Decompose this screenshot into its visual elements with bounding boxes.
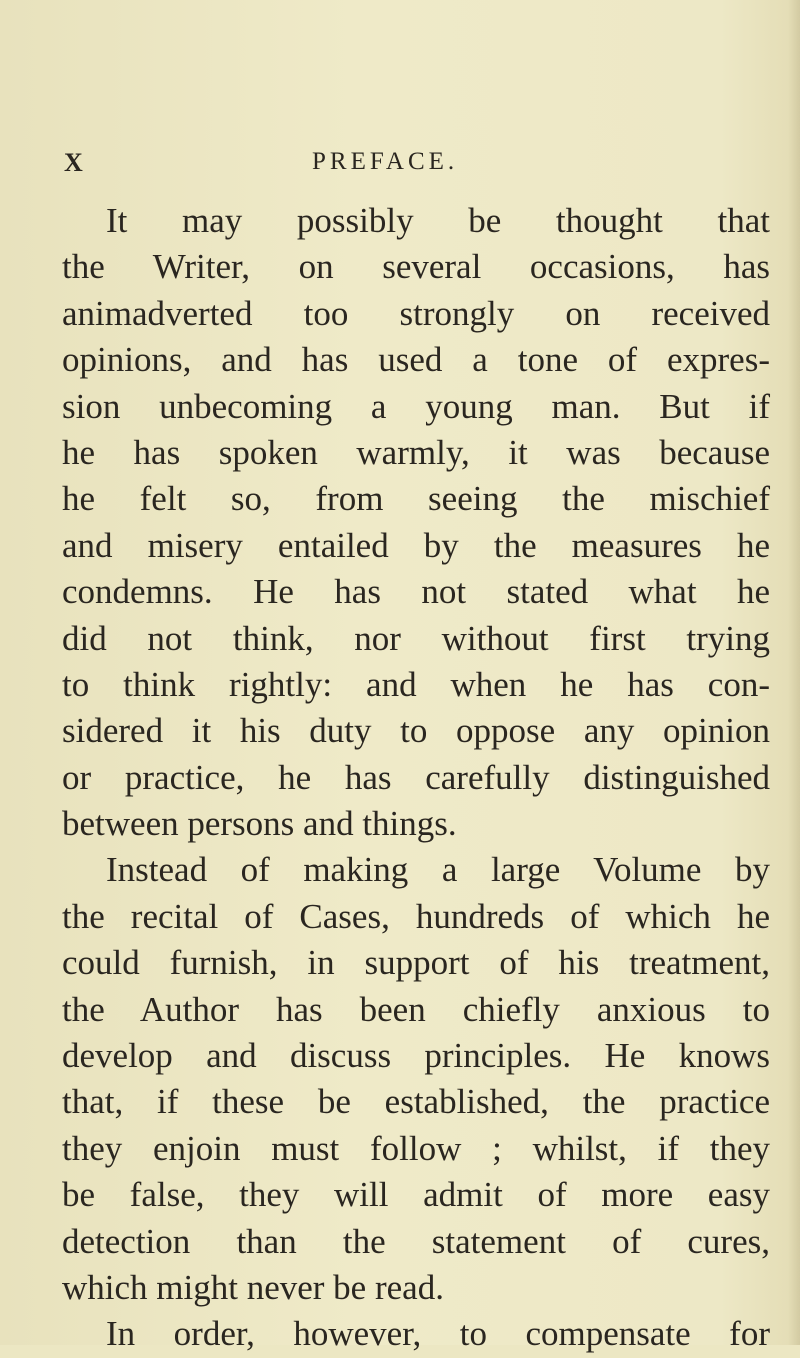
text-line: to think rightly: and when he has con- [62,664,770,704]
text-line: detection than the statement of cures, [62,1221,770,1261]
text-line: opinions, and has used a tone of expres- [62,340,770,380]
text-line: he has spoken warmly, it was because [62,432,770,472]
running-head [64,148,764,188]
text-line: animadverted too strongly on received [62,293,770,333]
text-line: the recital of Cases, hundreds of which he [62,896,770,936]
text-line: sidered it his duty to oppose any opinion [62,711,770,751]
text-line: he felt so, from seeing the mischief [62,479,770,519]
text-line: and misery entailed by the measures he [62,525,770,565]
text-line: condemns. He has not stated what he [62,572,770,612]
text-line: or practice, he has carefully distinguished [62,757,770,797]
body-text [62,198,770,1358]
text-line: sion unbecoming a young man. But if [62,386,770,426]
page-number: X [64,148,84,177]
text-line: In order, however, to compensate for [106,1314,770,1354]
text-line: that, if these be established, the practice [62,1082,770,1122]
text-line: which might never be read. [62,1267,444,1307]
text-line: between persons and things. [62,804,457,844]
text-line: develop and discuss principles. He knows [62,1036,770,1076]
text-line: they enjoin must follow ; whilst, if they [62,1128,770,1168]
text-line: It may possibly be thought that [106,201,770,240]
text-line: the Author has been chiefly anxious to [62,989,770,1029]
page-edge-shadow [788,0,800,1345]
text-line: the Writer, on several occasions, has [62,247,770,287]
text-line: Instead of making a large Volume by [106,850,770,890]
text-line: did not think, nor without first trying [62,618,770,658]
text-line: be false, they will admit of more easy [62,1175,770,1215]
running-head-title: PREFACE. [312,148,459,175]
text-line: could furnish, in support of his treatment, [62,943,770,983]
